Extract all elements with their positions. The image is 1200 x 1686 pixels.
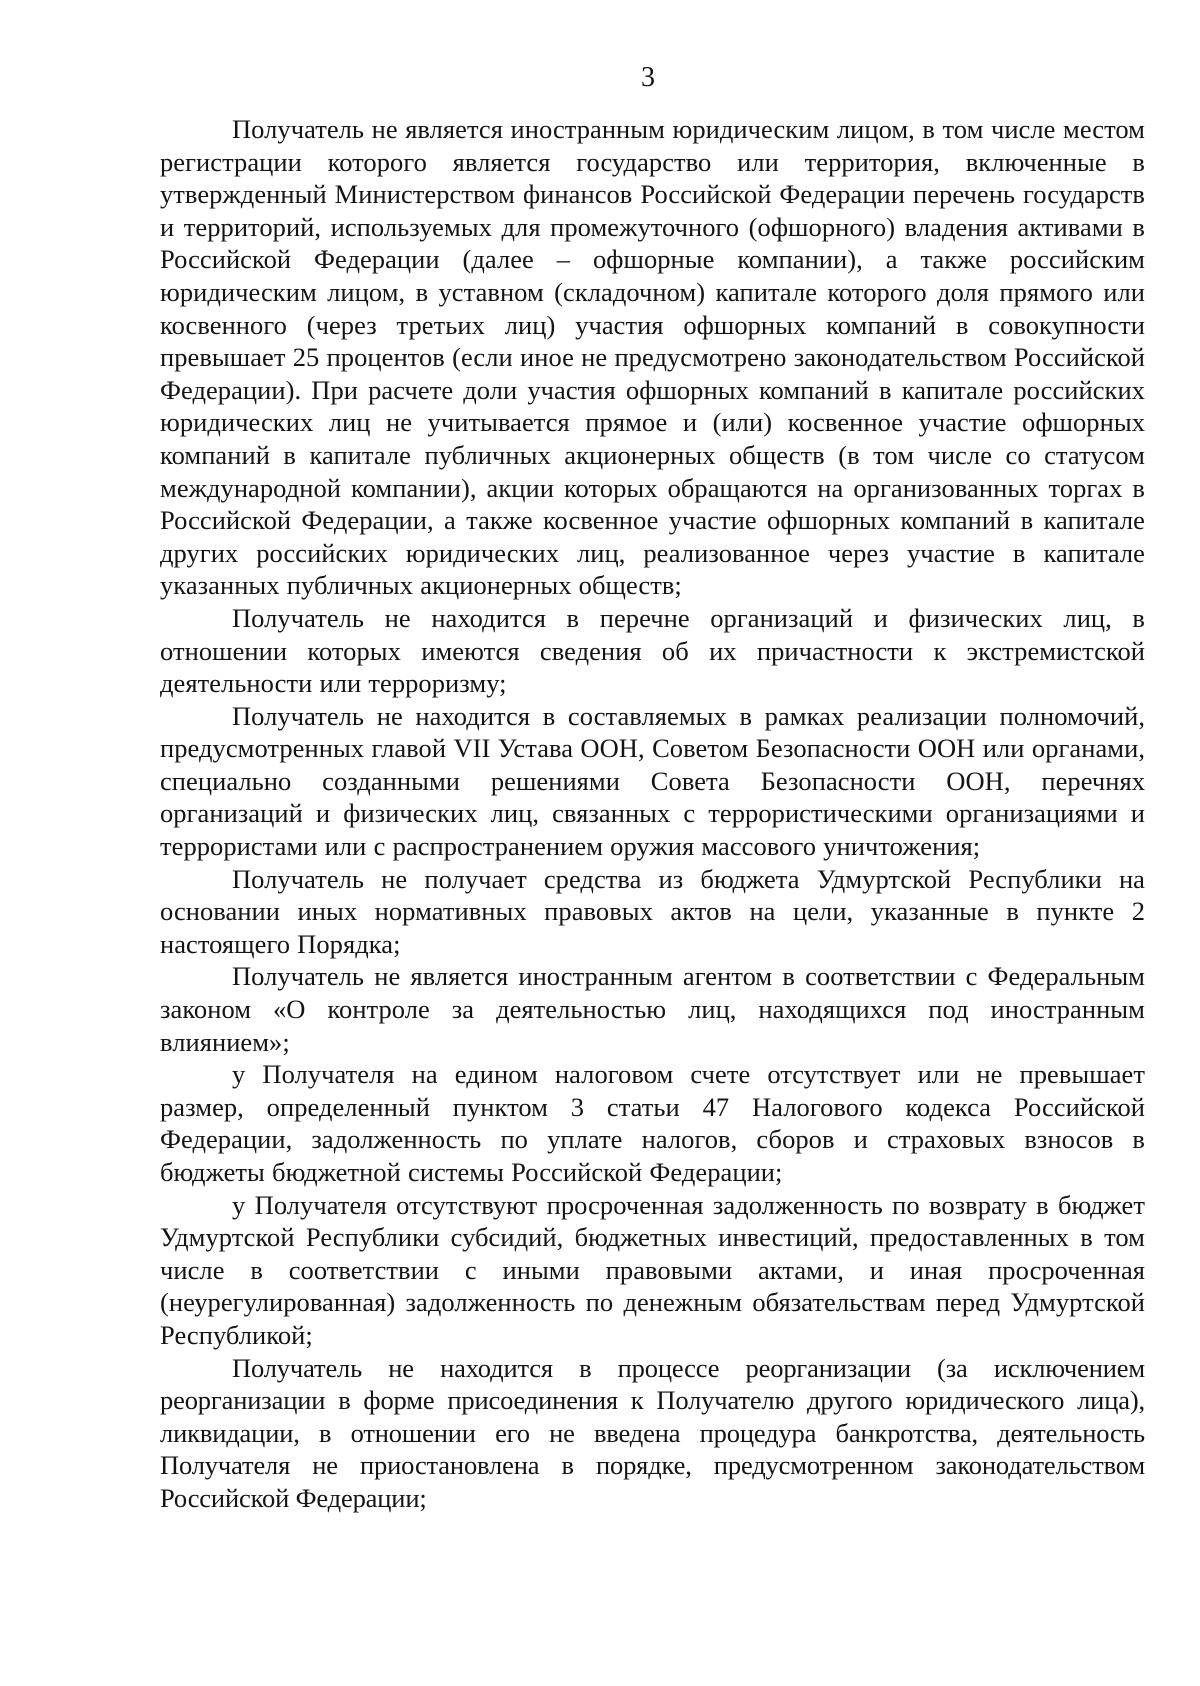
paragraph-foreign-agent: Получатель не является иностранным агентом в соответствии с Федеральным законом «О контроле за деятельностью лиц, находящихся под иностранным влиянием»;	[160, 961, 1145, 1057]
document-body	[160, 113, 1145, 1515]
paragraph-offshore-companies: Получатель не является иностранным юридическим лицом, в том числе местом регистрации которого является государство или территория, включенные в утвержденный Министерством финансов Российской Федерации перечень государств и территорий, используемых для промежуточного (офшорного) владения активами в Российской Федерации (далее – офшорные компании), а также российским юридическим лицом, в уставном (складочном) капитале которого доля прямого или косвенного (через третьих лиц) участия офшорных компаний в совокупности превышает 25 процентов (если иное не предусмотрено законодательством Российской Федерации). При расчете доли участия офшорных компаний в капитале российских юридических лиц не учитывается прямое и (или) косвенное участие офшорных компаний в капитале публичных акционерных обществ (в том числе со статусом международной компании), акции которых обращаются на организованных торгах в Российской Федерации, а также косвенное участие офшорных компаний в капитале других российских юридических лиц, реализованное через участие в капитале указанных публичных акционерных обществ;	[160, 114, 1145, 601]
paragraph-no-other-budget-funds: Получатель не получает средства из бюджета Удмуртской Республики на основании иных нормативных правовых актов на цели, указанные в пункте 2 настоящего Порядка;	[160, 863, 1145, 959]
paragraph-un-sanctions-list: Получатель не находится в составляемых в рамках реализации полномочий, предусмотренных главой VII Устава ООН, Советом Безопасности ООН или органами, специально созданными решениями Совета Безопасности ООН, перечнях организаций и физических лиц, связанных с террористическими организациями и террористами или с распространением оружия массового уничтожения;	[160, 700, 1145, 862]
paragraph-extremism-list: Получатель не находится в перечне организаций и физических лиц, в отношении которых имеются сведения об их причастности к экстремистской деятельности или терроризму;	[160, 602, 1145, 699]
page-number: 3	[641, 62, 655, 93]
paragraph-reorganization: Получатель не находится в процессе реорганизации (за исключением реорганизации в форме присоединения к Получателю другого юридического лица), ликвидации, в отношении его не введена процедура банкротства, деятельность Получателя не приостановлена в порядке, предусмотренном законодательством Российской Федерации;	[160, 1352, 1145, 1513]
paragraph-overdue-debt: у Получателя отсутствуют просроченная задолженность по возврату в бюджет Удмуртской Республики субсидий, бюджетных инвестиций, предоставленных в том числе в соответствии с иными правовыми актами, и иная просроченная (неурегулированная) задолженность по денежным обязательствам перед Удмуртской Республикой;	[160, 1189, 1145, 1350]
paragraph-tax-debt: у Получателя на едином налоговом счете отсутствует или не превышает размер, определенный пунктом 3 статьи 47 Налогового кодекса Российской Федерации, задолженность по уплате налогов, сборов и страховых взносов в бюджеты бюджетной системы Российской Федерации;	[160, 1059, 1145, 1187]
